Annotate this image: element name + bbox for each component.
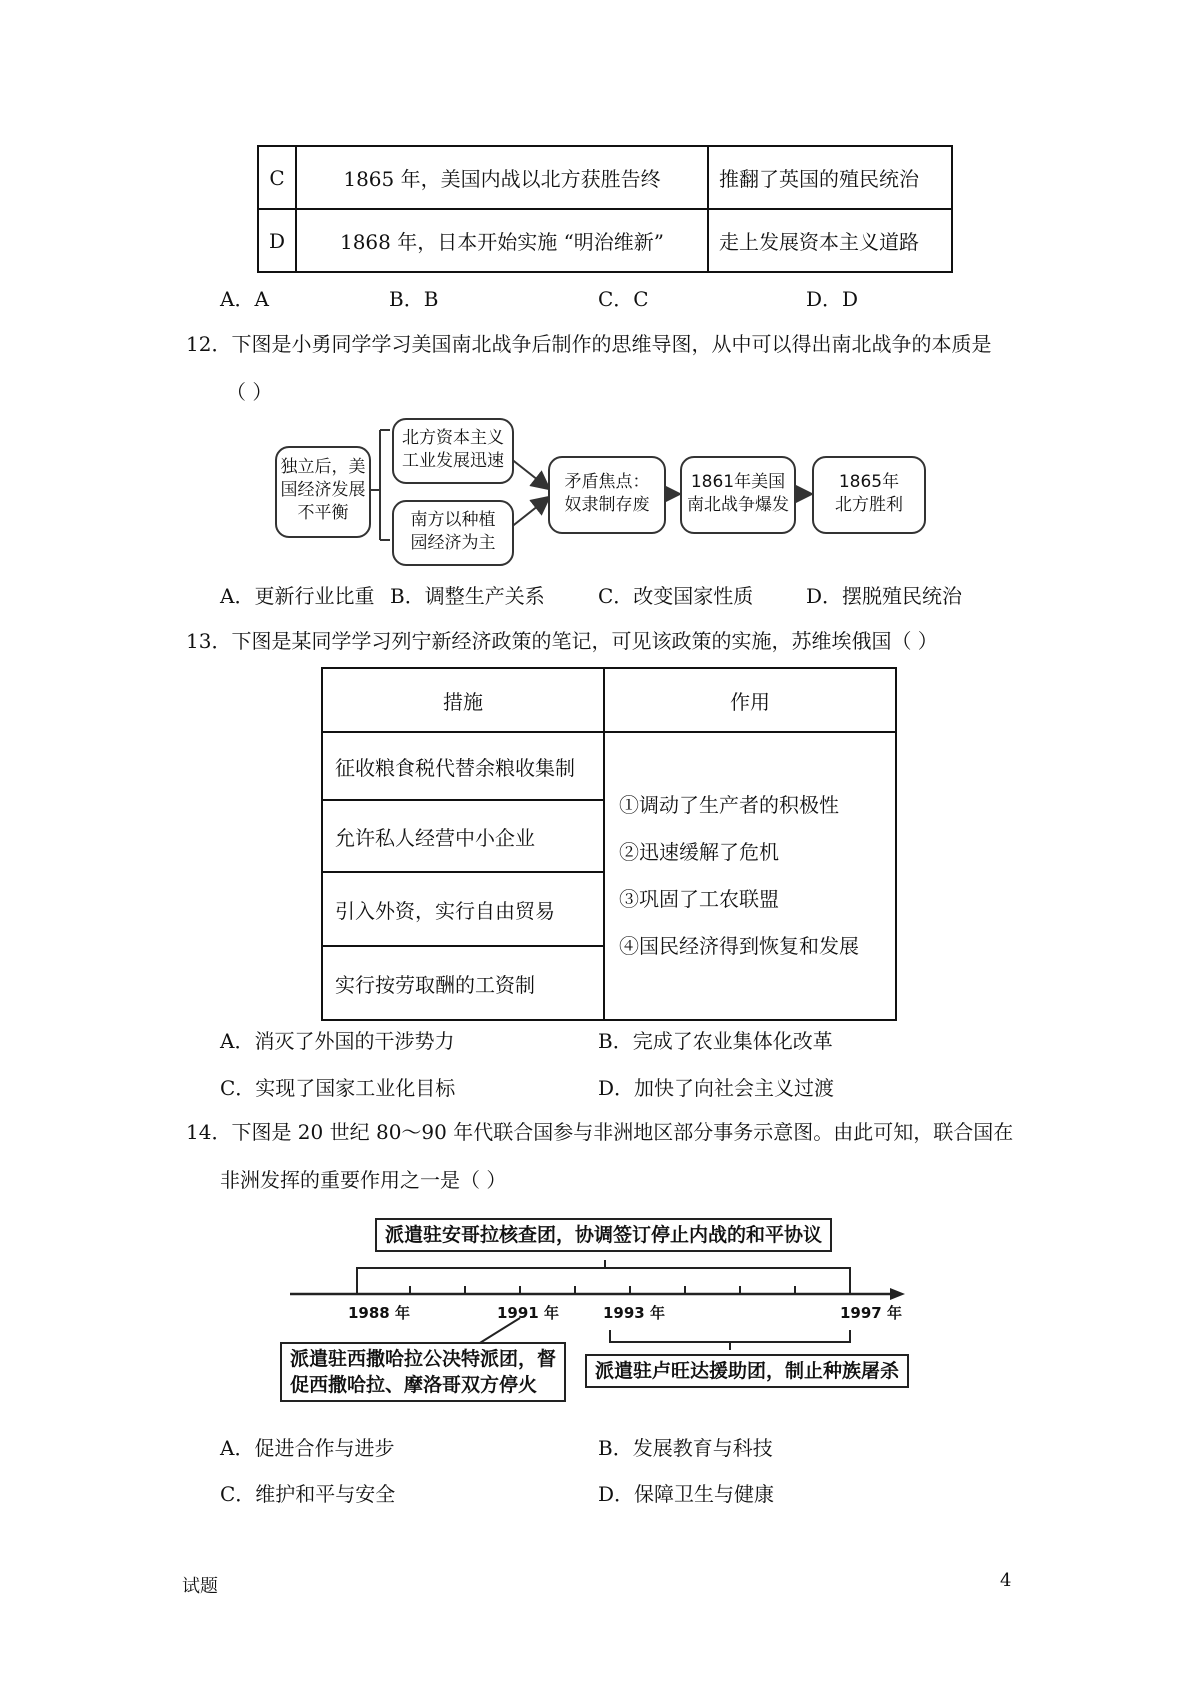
q13-option-d: D．加快了向社会主义过渡: [598, 1076, 835, 1100]
measure-cell: 引入外资，实行自由贸易: [322, 872, 604, 946]
row-key: D: [258, 209, 296, 272]
table-row: [322, 668, 896, 732]
row-event: 1868 年，日本开始实施 “明治维新”: [296, 209, 708, 272]
q12-option-b: B．调整生产关系: [390, 584, 545, 608]
q11-option-c: C．C: [598, 287, 649, 311]
q11-option-b: B．B: [389, 287, 439, 311]
q14-timeline: [285, 1218, 925, 1398]
timeline-box-rwanda: 派遣驻卢旺达援助团，制止种族屠杀: [585, 1354, 909, 1388]
node-war: [680, 456, 796, 534]
node-text: 国经济发展: [280, 480, 366, 500]
row-result: 走上发展资本主义道路: [708, 209, 952, 272]
year-label: 1988 年: [348, 1304, 410, 1322]
node-end: [812, 456, 926, 534]
effect-item: ③巩固了工农联盟: [619, 887, 779, 911]
header-effect: 作用: [604, 668, 896, 732]
node-north: [392, 418, 514, 484]
effect-item: ④国民经济得到恢复和发展: [619, 934, 859, 958]
node-text: 奴隶制存废: [564, 495, 650, 515]
row-key: C: [258, 146, 296, 209]
q14-option-c: C．维护和平与安全: [220, 1482, 396, 1506]
q14-option-a: A．促进合作与进步: [220, 1436, 395, 1460]
box-line: 促西撒哈拉、摩洛哥双方停火: [290, 1374, 538, 1396]
node-text: 1861年美国: [690, 472, 786, 492]
measure-cell: 实行按劳取酬的工资制: [322, 946, 604, 1020]
node-text: 工业发展迅速: [402, 451, 504, 471]
q12-blank: （ ）: [226, 380, 273, 404]
q11-option-a: A．A: [220, 287, 269, 311]
node-focus: [548, 456, 666, 534]
node-text: 不平衡: [297, 503, 349, 523]
node-text: 独立后，美: [280, 457, 366, 477]
node-root: [275, 446, 371, 538]
node-south: [392, 500, 514, 566]
measure-cell: 征收粮食税代替余粮收集制: [322, 732, 604, 800]
year-label: 1997 年: [840, 1304, 902, 1322]
node-text: 1865年: [838, 472, 900, 492]
effect-item: ①调动了生产者的积极性: [619, 793, 839, 817]
box-line: 派遣驻西撒哈拉公决特派团，督: [290, 1348, 557, 1370]
table-row: [258, 209, 952, 272]
q13-stem: 13．下图是某同学学习列宁新经济政策的笔记，可见该政策的实施，苏维埃俄国（ ）: [186, 629, 938, 653]
effect-item: ②迅速缓解了危机: [619, 840, 779, 864]
effects-cell: [604, 732, 896, 1020]
node-text: 矛盾焦点：: [564, 472, 650, 492]
q14-option-b: B．发展教育与科技: [598, 1436, 773, 1460]
q11-table: [257, 145, 953, 273]
measure-cell: 允许私人经营中小企业: [322, 800, 604, 872]
q13-option-a: A．消灭了外国的干涉势力: [220, 1029, 455, 1053]
q11-option-d: D．D: [806, 287, 859, 311]
year-label: 1993 年: [603, 1304, 665, 1322]
page-number: 4: [1000, 1570, 1012, 1591]
q12-stem: 12．下图是小勇同学学习美国南北战争后制作的思维导图，从中可以得出南北战争的本质是: [186, 332, 992, 356]
node-text: 北方资本主义: [402, 428, 504, 448]
header-measure: 措施: [322, 668, 604, 732]
q13-table: [321, 667, 897, 1021]
row-result: 推翻了英国的殖民统治: [708, 146, 952, 209]
q14-option-d: D．保障卫生与健康: [598, 1482, 775, 1506]
q13-option-b: B．完成了农业集体化改革: [598, 1029, 833, 1053]
footer-label: 试题: [182, 1576, 218, 1597]
q13-option-c: C．实现了国家工业化目标: [220, 1076, 456, 1100]
row-event: 1865 年，美国内战以北方获胜告终: [296, 146, 708, 209]
timeline-box-angola: 派遣驻安哥拉核查团，协调签订停止内战的和平协议: [375, 1218, 832, 1252]
node-text: 南北战争爆发: [687, 495, 789, 515]
node-text: 北方胜利: [835, 495, 903, 515]
table-row: [258, 146, 952, 209]
year-label: 1991 年: [497, 1304, 559, 1322]
q14-stem-2: 非洲发挥的重要作用之一是（ ）: [220, 1168, 507, 1192]
timeline-box-western-sahara: [280, 1342, 566, 1402]
node-text: 园经济为主: [410, 533, 496, 553]
q12-option-c: C．改变国家性质: [598, 584, 754, 608]
q12-mindmap: [270, 418, 930, 568]
node-text: 南方以种植: [410, 510, 496, 530]
table-row: [322, 732, 896, 800]
q12-option-a: A．更新行业比重: [220, 584, 375, 608]
q12-option-d: D．摆脱殖民统治: [806, 584, 963, 608]
q14-stem: 14．下图是 20 世纪 80～90 年代联合国参与非洲地区部分事务示意图。由此可知，联合国在: [186, 1120, 1014, 1144]
